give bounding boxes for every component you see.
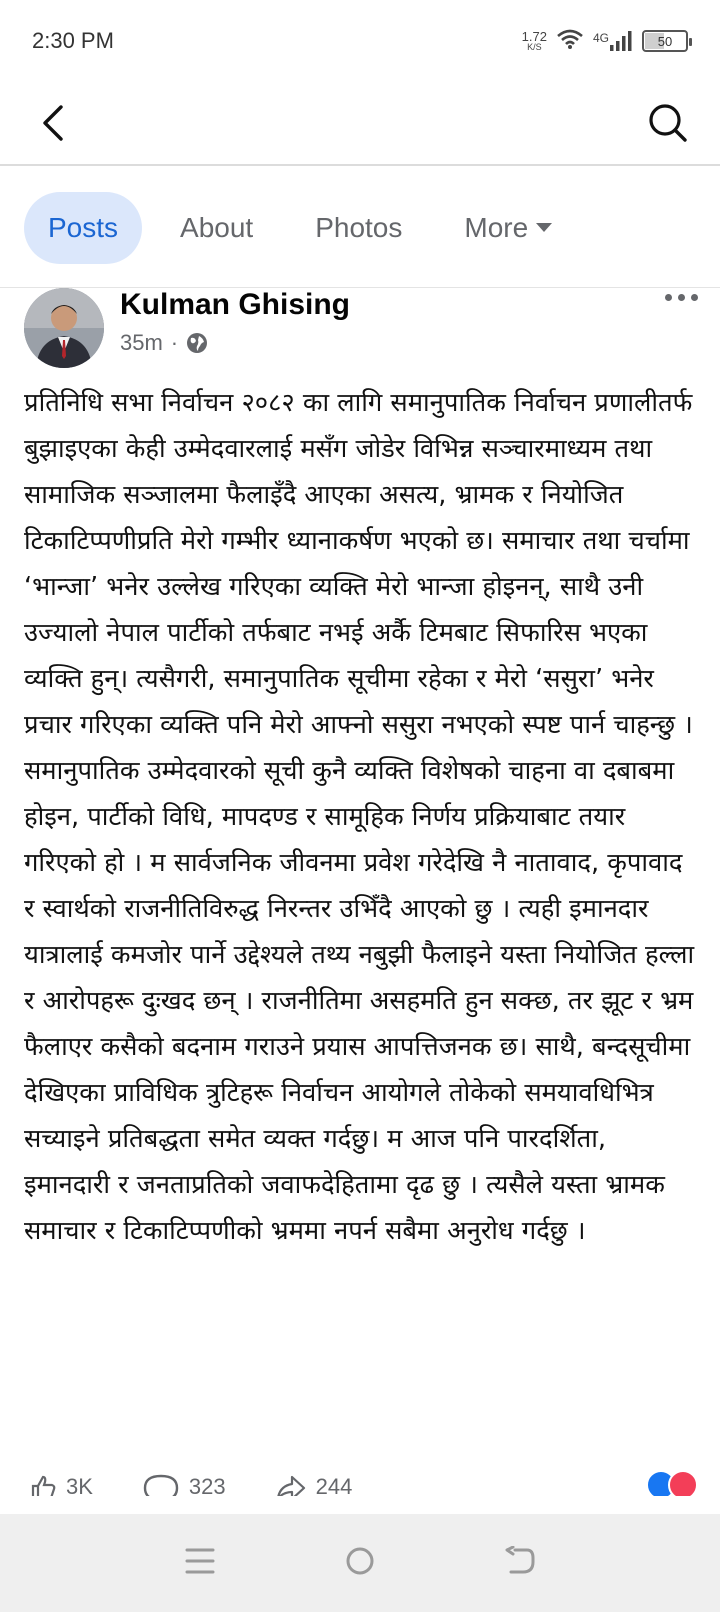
- network-type-label: 4G: [592, 31, 609, 45]
- like-count: 3K: [66, 1474, 93, 1496]
- tab-about[interactable]: [156, 192, 277, 264]
- back-button[interactable]: [30, 99, 78, 147]
- search-button[interactable]: [644, 99, 692, 147]
- wifi-icon: [557, 29, 583, 53]
- like-button[interactable]: [30, 1470, 93, 1496]
- tab-label: Posts: [48, 211, 119, 243]
- battery-level: 50: [657, 33, 673, 49]
- home-button[interactable]: [345, 1546, 375, 1580]
- post: [0, 288, 720, 1254]
- battery-indicator: [642, 30, 688, 52]
- home-icon: [345, 1546, 375, 1576]
- post-author[interactable]: Kulman Ghising: [120, 288, 351, 321]
- status-bar: [0, 0, 720, 82]
- tab-label: About: [180, 211, 254, 243]
- post-meta: [120, 330, 208, 356]
- network-speed-unit: K/S: [527, 42, 542, 52]
- comment-count: 323: [188, 1474, 226, 1496]
- tab-photos[interactable]: [291, 192, 426, 264]
- system-nav-bar: [0, 1514, 720, 1612]
- meta-separator: ·: [170, 330, 179, 355]
- avatar[interactable]: [24, 288, 104, 368]
- post-header: [0, 288, 720, 380]
- post-time[interactable]: 35m: [120, 330, 163, 355]
- share-icon: [276, 1474, 306, 1496]
- network-speed: [522, 30, 547, 52]
- tab-label: More: [464, 211, 529, 243]
- post-body: प्रतिनिधि सभा निर्वाचन २०८२ का लागि समानुपातिक निर्वाचन प्रणालीतर्फ बुझाइएका केही उम्मेदवारलाई मसँग जोडेर विभिन्न सञ्चारमाध्यम तथा सामाजिक सञ्जालमा फैलाइँदै आएका असत्य, भ्रामक र नियोजित टिकाटिप्पणीप्रति मेरो गम्भीर ध्यानाकर्षण भएको छ। समाचार तथा चर्चामा ‘भान्जा’ भनेर उल्लेख गरिएका व्यक्ति मेरो भान्जा होइनन्, साथै उनी उज्यालो नेपाल पार्टीको तर्फबाट नभई अर्कै टिमबाट सिफारिस भएका व्यक्ति हुन्। त्यसैगरी, समानुपातिक सूचीमा रहेका र मेरो ‘ससुरा’ भनेर प्रचार गरिएका व्यक्ति पनि मेरो आफ्नो ससुरा नभएको स्पष्ट पार्न चाहन्छु । समानुपातिक उम्मेदवारको सूची कुनै व्यक्ति विशेषको चाहना वा दबाबमा होइन, पार्टीको विधि, मापदण्ड र सामूहिक निर्णय प्रक्रियाबाट तयार गरिएको हो । म सार्वजनिक जीवनमा प्रवेश गरेदेखि नै नातावाद, कृपावाद र स्वार्थको राजनीतिविरुद्ध निरन्तर उभिँदै आएको छु । त्यही इमानदार यात्रालाई कमजोर पार्ने उद्देश्यले तथ्य नबुझी फैलाइने यस्ता नियोजित हल्ला र आरोपहरू दुःखद छन् । राजनीतिमा असहमति हुन सक्छ, तर झूट र भ्रम फैलाएर कसैको बदनाम गराउने प्रयास आपत्तिजनक छ। साथै, बन्दसूचीमा देखिएका प्राविधिक त्रुटिहरू निर्वाचन आयोगले तोकेको समयावधिभित्र सच्याइने प्रतिबद्धता समेत व्यक्त गर्दछु। म आज पनि पारदर्शिता, इमानदारी र जनताप्रतिको जवाफदेहितामा दृढ छु । त्यसैले यस्ता भ्रामक समाचार र टिकाटिप्पणीको भ्रममा नपर्न सबैमा अनुरोध गर्दछु ।: [24, 388, 695, 1246]
- like-icon: [30, 1474, 56, 1496]
- post-options-icon[interactable]: [665, 294, 698, 301]
- menu-icon: [185, 1547, 215, 1575]
- comment-icon: [143, 1474, 179, 1496]
- globe-icon: [186, 332, 208, 354]
- caret-down-icon: [536, 223, 552, 232]
- share-button[interactable]: [276, 1470, 353, 1496]
- menu-button[interactable]: [185, 1547, 215, 1579]
- share-count: 244: [315, 1474, 353, 1496]
- profile-tabs: [0, 168, 720, 288]
- tab-label: Photos: [315, 211, 403, 243]
- back-arrow-icon: [39, 103, 69, 143]
- status-time: 2:30 PM: [32, 28, 114, 53]
- system-back-button[interactable]: [505, 1546, 535, 1580]
- return-icon: [505, 1546, 535, 1576]
- love-reaction-icon: [668, 1470, 698, 1496]
- cellular-signal-icon: [593, 31, 632, 51]
- network-speed-value: 1.72: [521, 29, 547, 44]
- top-nav: [0, 82, 720, 166]
- reaction-emojis[interactable]: [646, 1470, 698, 1496]
- tab-posts[interactable]: [24, 192, 142, 264]
- status-icons: [522, 29, 688, 53]
- reaction-bar: [0, 1470, 720, 1496]
- tab-more[interactable]: [440, 192, 576, 264]
- search-icon: [648, 103, 688, 143]
- comment-button[interactable]: [143, 1470, 226, 1496]
